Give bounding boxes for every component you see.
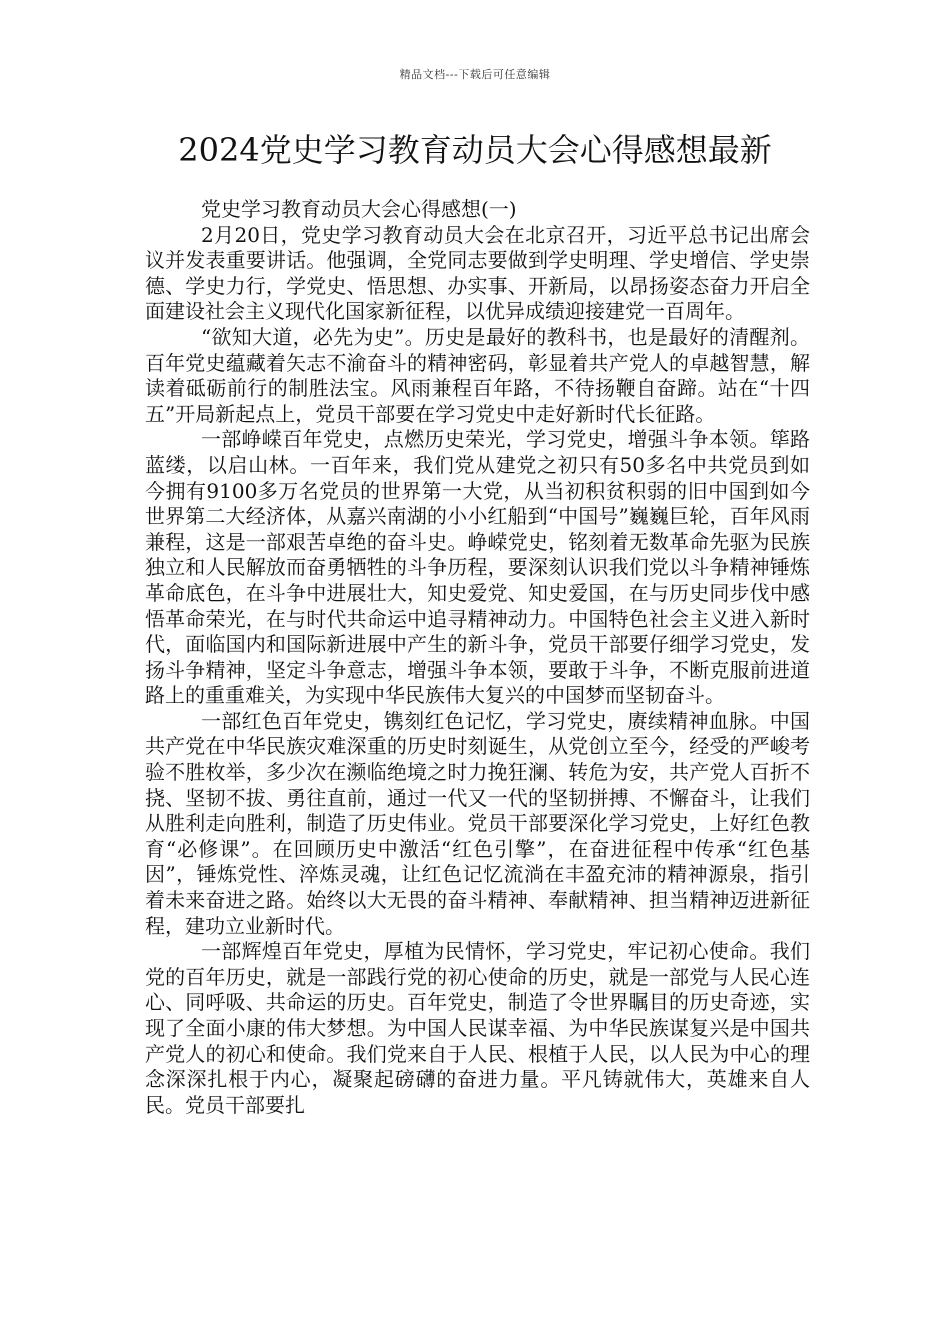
paragraph-2: “欲知大道，必先为史”。历史是最好的教科书，也是最好的清醒剂。百年党史蕴藏着矢志不渝奋斗的精神密码，彰显着共产党人的卓越智慧，解读着砥砺前行的制胜法宝。风雨兼程百年路，不待扬鞭自奋蹄。站在“十四五”开局新起点上，党员干部要在学习党史中走好新时代长征路。 (145, 324, 810, 426)
document-body (145, 197, 810, 1118)
page-header-note: 精品文档---下载后可任意编辑 (399, 68, 551, 81)
paragraph-3: 一部峥嵘百年党史，点燃历史荣光，学习党史，增强斗争本领。筚路蓝缕，以启山林。一百年来，我们党从建党之初只有50多名中共党员到如今拥有9100多万名党员的世界第一大党，从当初积贫积弱的旧中国到如今世界第二大经济体，从嘉兴南湖的小小红船到“中国号”巍巍巨轮，百年风雨兼程，这是一部艰苦卓绝的奋斗史。峥嵘党史，铭刻着无数革命先驱为民族独立和人民解放而奋勇牺牲的斗争历程，要深刻认识我们党以斗争精神锤炼革命底色，在斗争中进展壮大，知史爱党、知史爱国，在与历史同步伐中感悟革命荣光，在与时代共命运中追寻精神动力。中国特色社会主义进入新时代，面临国内和国际新进展中产生的新斗争，党员干部要仔细学习党史，发扬斗争精神，坚定斗争意志，增强斗争本领，要敢于斗争，不断克服前进道路上的重重难关，为实现中华民族伟大复兴的中国梦而坚韧奋斗。 (145, 427, 810, 708)
section-heading: 党史学习教育动员大会心得感想(一) (201, 197, 517, 221)
paragraph-1: 2月20日，党史学习教育动员大会在北京召开，习近平总书记出席会议并发表重要讲话。他强调，全党同志要做到学史明理、学史增信、学史崇德、学史力行，学党史、悟思想、办实事、开新局，以昂扬姿态奋力开启全面建设社会主义现代化国家新征程，以优异成绩迎接建党一百周年。 (145, 222, 810, 324)
paragraph-4: 一部红色百年党史，镌刻红色记忆，学习党史，赓续精神血脉。中国共产党在中华民族灾难深重的历史时刻诞生，从党创立至今，经受的严峻考验不胜枚举，多少次在濒临绝境之时力挽狂澜、转危为安，共产党人百折不挠、坚韧不拔、勇往直前，通过一代又一代的坚韧拼搏、不懈奋斗，让我们从胜利走向胜利，制造了历史伟业。党员干部要深化学习党史，上好红色教育“必修课”。在回顾历史中激活“红色引擎”，在奋进征程中传承“红色基因”，锤炼党性、淬炼灵魂，让红色记忆流淌在丰盈充沛的精神源泉，指引着未来奋进之路。始终以大无畏的奋斗精神、奉献精神、担当精神迈进新征程，建功立业新时代。 (145, 708, 810, 938)
document-title: 2024党史学习教育动员大会心得感想最新 (178, 131, 772, 169)
paragraph-5: 一部辉煌百年党史，厚植为民情怀，学习党史，牢记初心使命。我们党的百年历史，就是一部践行党的初心使命的历史，就是一部党与人民心连心、同呼吸、共命运的历史。百年党史，制造了令世界瞩目的历史奇迹，实现了全面小康的伟大梦想。为中国人民谋幸福、为中华民族谋复兴是中国共产党人的初心和使命。我们党来自于人民、根植于人民，以人民为中心的理念深深扎根于内心，凝聚起磅礴的奋进力量。平凡铸就伟大，英雄来自人民。党员干部要扎 (145, 939, 810, 1117)
